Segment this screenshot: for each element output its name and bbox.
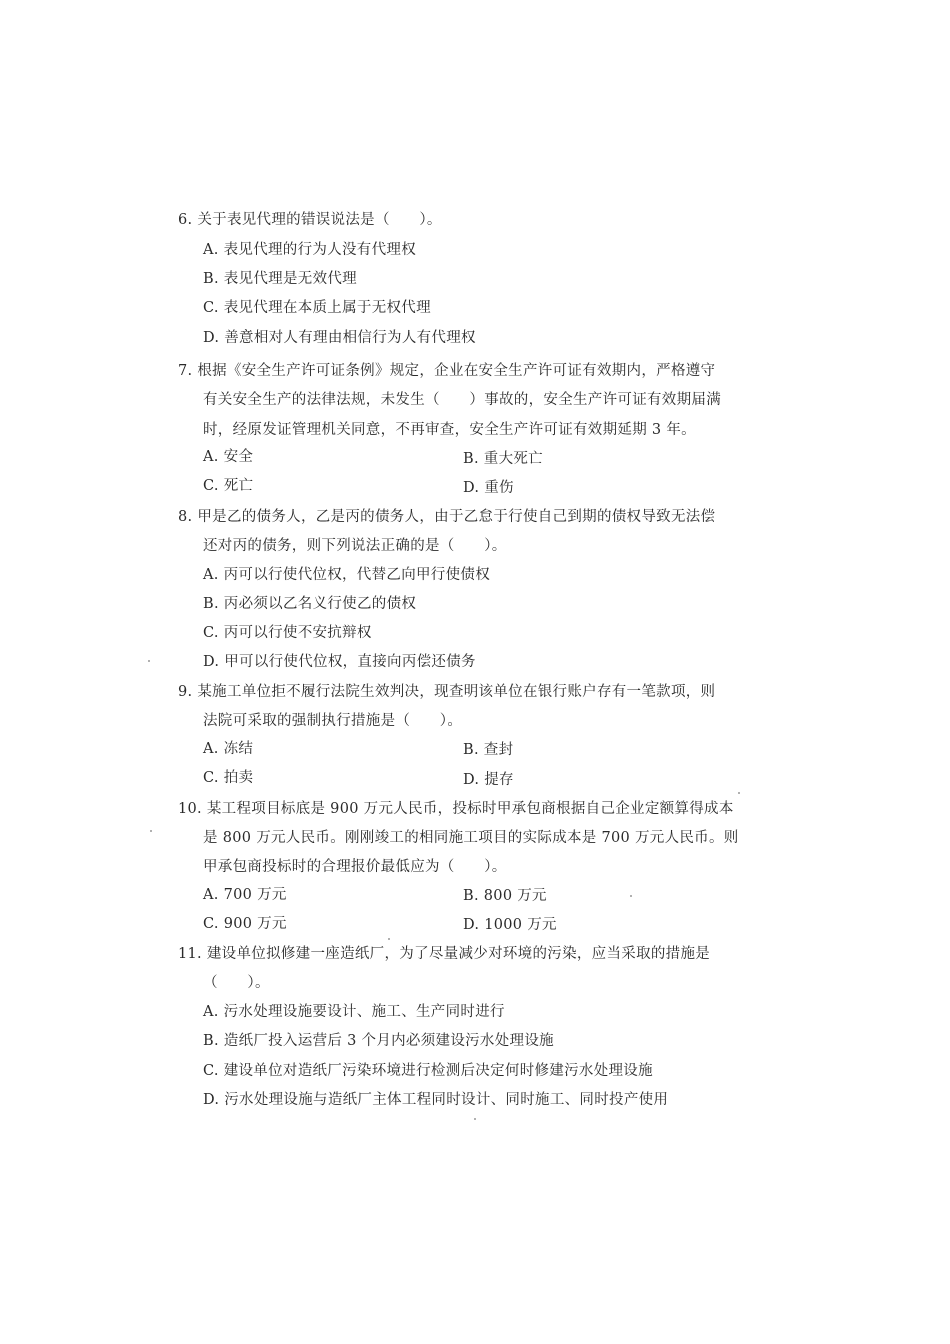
question-9-option-d: D. 提存 bbox=[463, 772, 514, 788]
question-6-stem: 6. 关于表见代理的错误说法是（ ）。 bbox=[178, 212, 442, 228]
question-7-stem-line-2: 有关安全生产的法律法规，未发生（ ）事故的，安全生产许可证有效期届满 bbox=[203, 392, 721, 408]
question-9-option-a: A. 冻结 bbox=[203, 741, 254, 757]
question-10-stem-line-2: 是 800 万元人民币。刚刚竣工的相同施工项目的实际成本是 700 万元人民币。则 bbox=[203, 830, 739, 846]
question-10-stem-line-1: 10. 某工程项目标底是 900 万元人民币，投标时甲承包商根据自己企业定额算得成本 bbox=[178, 801, 734, 817]
question-11-stem-line-1: 11. 建设单位拟修建一座造纸厂，为了尽量减少对环境的污染，应当采取的措施是 bbox=[178, 946, 711, 962]
scan-speck bbox=[148, 660, 150, 662]
question-6-option-b: B. 表见代理是无效代理 bbox=[203, 271, 357, 287]
question-9-stem-line-1: 9. 某施工单位拒不履行法院生效判决，现查明该单位在银行账户存有一笔款项，则 bbox=[178, 684, 716, 700]
question-10-option-b: B. 800 万元 bbox=[463, 888, 547, 904]
question-7-stem-line-1: 7. 根据《安全生产许可证条例》规定，企业在安全生产许可证有效期内，严格遵守 bbox=[178, 363, 716, 379]
scan-speck bbox=[474, 1118, 476, 1120]
scan-speck bbox=[150, 830, 152, 832]
scan-speck bbox=[388, 938, 390, 940]
question-11-option-b: B. 造纸厂投入运营后 3 个月内必须建设污水处理设施 bbox=[203, 1033, 554, 1049]
question-9-option-c: C. 拍卖 bbox=[203, 770, 254, 786]
question-9-option-b: B. 查封 bbox=[463, 742, 514, 758]
question-6-option-a: A. 表见代理的行为人没有代理权 bbox=[203, 242, 416, 258]
question-10-option-c: C. 900 万元 bbox=[203, 916, 287, 932]
question-7-option-d: D. 重伤 bbox=[463, 480, 514, 496]
scan-speck bbox=[738, 792, 740, 794]
question-10-option-a: A. 700 万元 bbox=[203, 887, 287, 903]
question-10-stem-line-3: 甲承包商投标时的合理报价最低应为（ ）。 bbox=[203, 859, 507, 875]
question-7-option-c: C. 死亡 bbox=[203, 478, 254, 494]
question-11-option-a: A. 污水处理设施要设计、施工、生产同时进行 bbox=[203, 1004, 505, 1020]
question-10-option-d: D. 1000 万元 bbox=[463, 917, 557, 933]
question-9-stem-line-2: 法院可采取的强制执行措施是（ ）。 bbox=[203, 713, 463, 729]
question-8-stem-line-1: 8. 甲是乙的债务人，乙是丙的债务人，由于乙怠于行使自己到期的债权导致无法偿 bbox=[178, 509, 716, 525]
question-6-option-d: D. 善意相对人有理由相信行为人有代理权 bbox=[203, 330, 476, 346]
question-11-option-c: C. 建设单位对造纸厂污染环境进行检测后决定何时修建污水处理设施 bbox=[203, 1063, 653, 1079]
question-6-option-c: C. 表见代理在本质上属于无权代理 bbox=[203, 300, 431, 316]
question-8-option-b: B. 丙必须以乙名义行使乙的债权 bbox=[203, 596, 417, 612]
question-8-stem-line-2: 还对丙的债务，则下列说法正确的是（ ）。 bbox=[203, 538, 507, 554]
scan-speck bbox=[630, 895, 632, 897]
question-7-option-a: A. 安全 bbox=[203, 449, 254, 465]
question-7-option-b: B. 重大死亡 bbox=[463, 451, 543, 467]
question-11-stem-line-2: （ ）。 bbox=[203, 975, 270, 991]
question-8-option-c: C. 丙可以行使不安抗辩权 bbox=[203, 625, 372, 641]
question-8-option-d: D. 甲可以行使代位权，直接向丙偿还债务 bbox=[203, 654, 476, 670]
question-11-option-d: D. 污水处理设施与造纸厂主体工程同时设计、同时施工、同时投产使用 bbox=[203, 1092, 669, 1108]
question-7-stem-line-3: 时，经原发证管理机关同意，不再审查，安全生产许可证有效期延期 3 年。 bbox=[203, 422, 696, 438]
question-8-option-a: A. 丙可以行使代位权，代替乙向甲行使债权 bbox=[203, 567, 490, 583]
